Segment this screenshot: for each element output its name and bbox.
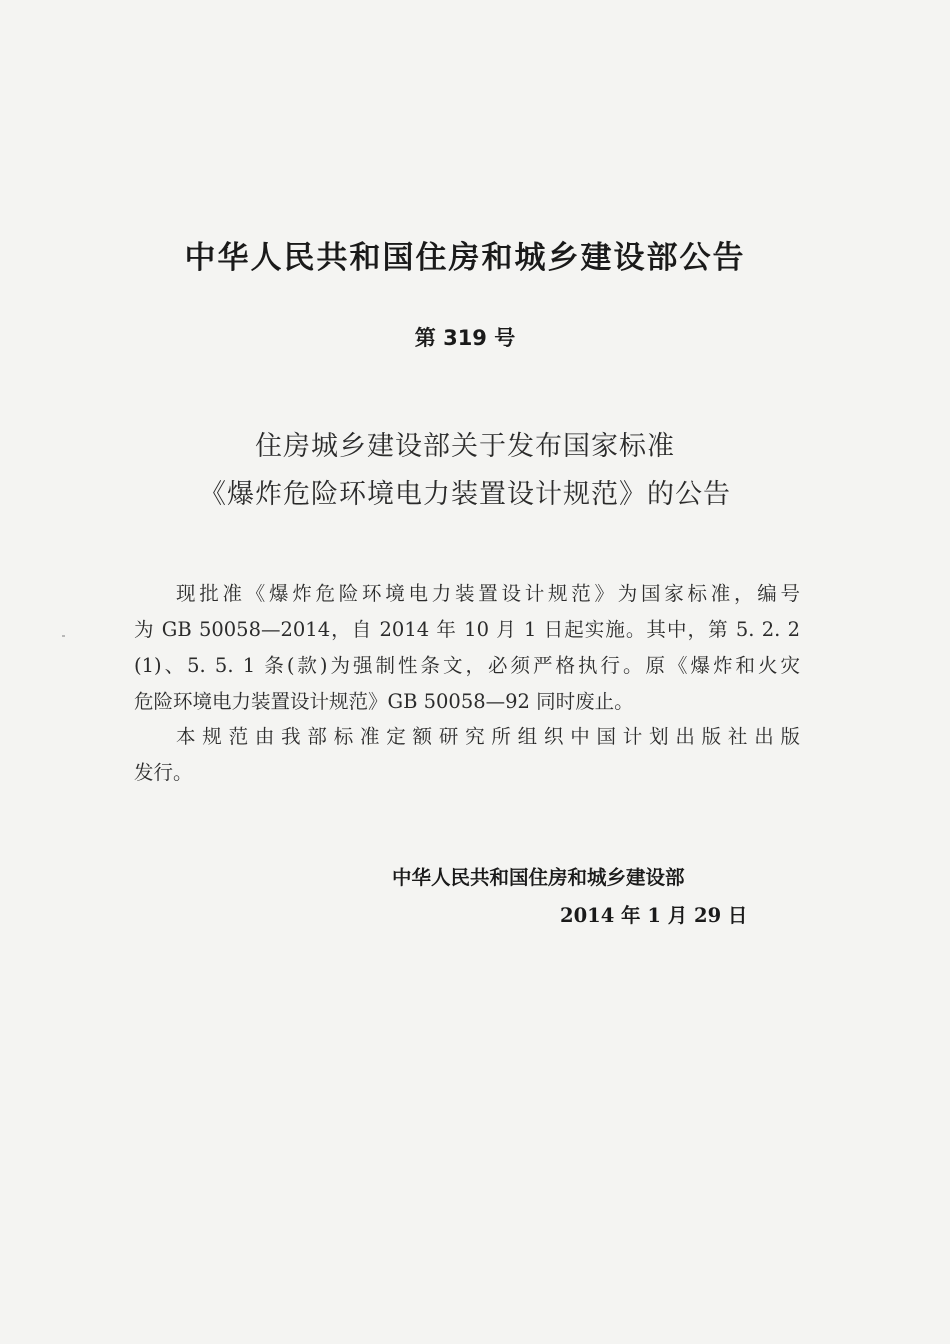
paragraph1-line1: 现批准《爆炸危险环境电力装置设计规范》为国家标准，编号	[176, 582, 800, 605]
paragraph1-line2: 为 GB 50058—2014，自 2014 年 10 月 1 日起实施。其中，第 5. 2. 2	[134, 618, 800, 641]
scan-speck	[62, 635, 65, 637]
paragraph2-line1: 本规范由我部标准定额研究所组织中国计划出版社出版	[176, 725, 800, 748]
announcement-subtitle-line2: 《爆炸危险环境电力装置设计规范》的公告	[199, 479, 731, 510]
announcement-title: 中华人民共和国住房和城乡建设部公告	[184, 240, 746, 276]
paragraph1-line4: 危险环境电力装置设计规范》GB 50058—92 同时废止。	[134, 690, 634, 713]
announcement-subtitle-line1: 住房城乡建设部关于发布国家标准	[255, 431, 675, 462]
announcement-number: 第 319 号	[414, 326, 516, 350]
signature-date: 2014 年 1 月 29 日	[560, 904, 748, 927]
signature-organization: 中华人民共和国住房和城乡建设部	[392, 866, 685, 889]
paragraph1-line3: (1)、5. 5. 1 条(款)为强制性条文，必须严格执行。原《爆炸和火灾	[134, 654, 800, 677]
paragraph2-line2: 发行。	[134, 761, 193, 784]
